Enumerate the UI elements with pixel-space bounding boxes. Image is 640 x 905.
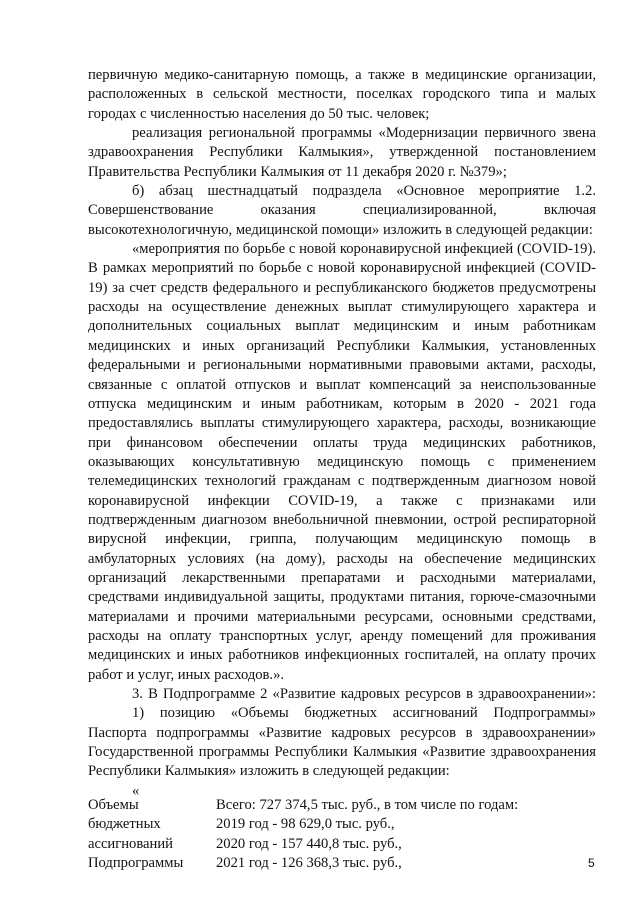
table-value-cell: Всего: 727 374,5 тыс. руб., в том числе по годам:	[216, 797, 519, 813]
page-number: 5	[588, 856, 595, 870]
table-row	[88, 815, 596, 834]
table-value-cell: 2021 год - 126 368,3 тыс. руб.,	[216, 855, 402, 872]
paragraph: реализация региональной программы «Модернизации первичного звена здравоохранения Республики Калмыкия», утвержденной постановлением Правительства Республики Калмыкия от 11 декабря 2020 г. №379»;	[88, 125, 596, 180]
table-value-cell: 2019 год - 98 629,0 тыс. руб.,	[216, 816, 395, 833]
document-body	[88, 66, 596, 801]
table-label-cell: ассигнований	[88, 835, 173, 852]
paragraph: 3. В Подпрограмме 2 «Развитие кадровых ресурсов в здравоохранении»:	[132, 686, 596, 702]
table-value-cell: 2020 год - 157 440,8 тыс. руб.,	[216, 835, 402, 852]
table-row	[88, 854, 596, 873]
paragraph: 1) позицию «Объемы бюджетных ассигнований Подпрограммы» Паспорта подпрограммы «Развитие кадровых ресурсов в здравоохранении» Государственной программы Республики Калмыкия «Развитие здравоохранения Республики Калмыкия» изложить в следующей редакции:	[88, 705, 596, 780]
table-label-cell: бюджетных	[88, 816, 161, 833]
paragraph: «мероприятия по борьбе с новой коронавирусной инфекцией (COVID-19). В рамках мероприятий по борьбе с новой коронавирусной инфекцией (COVID-19) за счет средств федерального и республиканского бюджетов предусмотрены расходы на осуществление денежных выплат стимулирующего характера и дополнительных социальных выплат медицинским и иным работникам медицинских и иных организаций Республики Калмыкия, установленных федеральными и региональными нормативными правовыми актами, расходы, связанные с оплатой отпусков и выплат компенсаций за неиспользованные отпуска медицинским и иным работникам, которым в 2020 - 2021 года предоставлялись выплаты стимулирующего характера, расходы, возникающие при финансовом обеспечении оплаты труда медицинских работников, оказывающих консультативную медицинскую помощь с применением телемедицинских технологий гражданам с подтвержденным диагнозом новой коронавирусной инфекции COVID-19, а также с признаками или подтвержденным диагнозом внебольничной пневмонии, острой респираторной вирусной инфекции, гриппа, получающим медицинскую помощь в амбулаторных условиях (на дому), расходы на обеспечение медицинских организаций лекарственными препаратами и расходными материалами, средствами индивидуальной защиты, продуктами питания, горюче-смазочными материалами и прочими материальными ресурсами, основными средствами, расходы на оплату транспортных услуг, аренду помещений для проживания медицинских и иных работников инфекционных госпиталей, на оплату прочих работ и услуг, иных расходов.».	[88, 241, 596, 683]
budget-table	[88, 796, 596, 873]
table-label-cell: Объемы	[88, 797, 139, 813]
quote-mark: «	[132, 782, 140, 799]
table-label-cell: Подпрограммы	[88, 855, 184, 872]
table-row	[88, 835, 596, 854]
table-row	[88, 796, 596, 815]
paragraph: б) абзац шестнадцатый подраздела «Основное мероприятие 1.2. Совершенствование оказания специализированной, включая высокотехнологичную, медицинской помощи» изложить в следующей редакции:	[88, 183, 596, 238]
paragraph: первичную медико-санитарную помощь, а также в медицинские организации, расположенных в сельской местности, поселках городского типа и малых городах с численностью населения до 50 тыс. человек;	[88, 67, 596, 122]
